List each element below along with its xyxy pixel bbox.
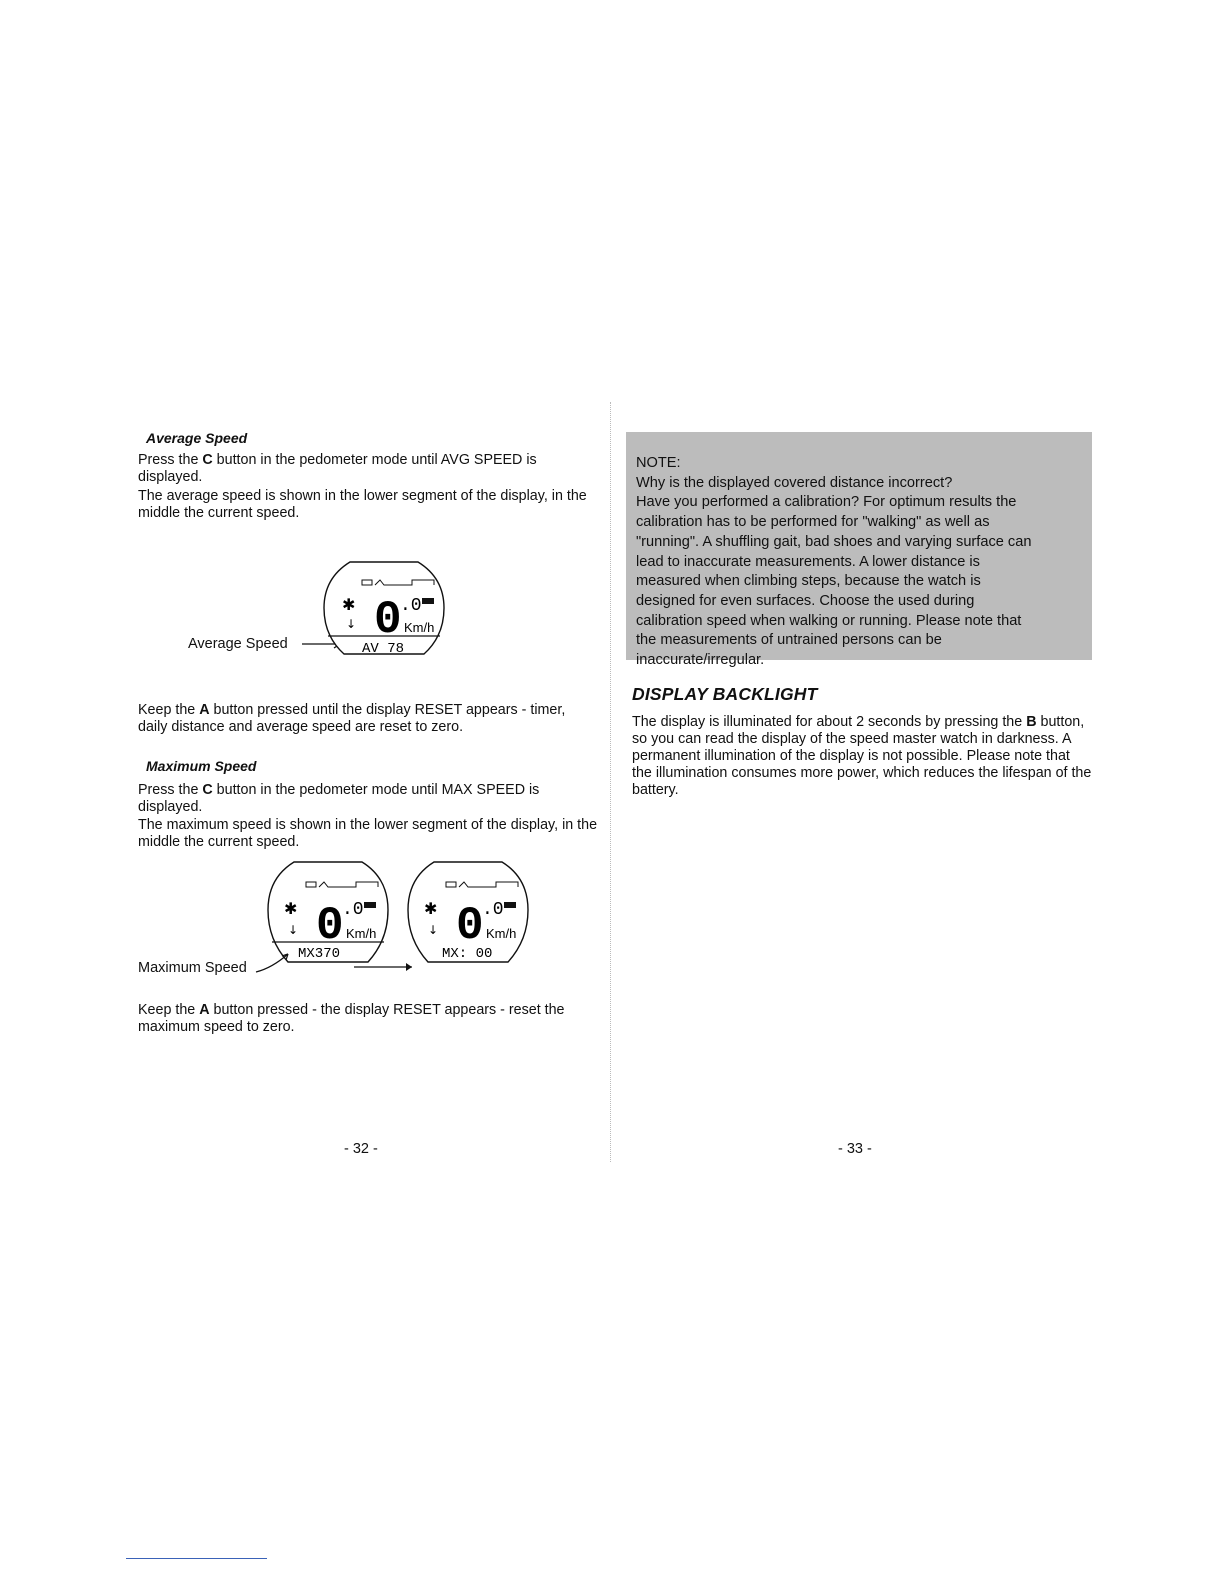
svg-text:Km/h: Km/h	[486, 926, 517, 941]
svg-text:0: 0	[374, 594, 402, 646]
svg-text:✱: ✱	[424, 899, 438, 918]
avg-speed-instruction: Press the C button in the pedometer mode until AVG SPEED is displayed.	[138, 452, 537, 486]
note-line: measured when climbing steps, because the watch is	[636, 573, 981, 590]
note-line: calibration has to be performed for "walking" as well as	[636, 514, 990, 531]
reset-max-speed-watch-display	[406, 860, 530, 964]
avg-speed-reset-instruction: Keep the A button pressed until the display RESET appears - timer, daily distance and average speed are reset to zero.	[138, 702, 566, 736]
svg-text:.0: .0	[342, 900, 364, 920]
left-page-number: - 32 -	[344, 1141, 378, 1157]
svg-text:0: 0	[456, 900, 484, 952]
svg-text:.0: .0	[400, 596, 422, 616]
max-speed-instruction: Press the C button in the pedometer mode until MAX SPEED is displayed.	[138, 782, 540, 816]
svg-text:MX370: MX370	[298, 946, 341, 962]
right-page-number: - 33 -	[838, 1141, 872, 1157]
note-line: lead to inaccurate measurements. A lower distance is	[636, 553, 980, 570]
note-box	[626, 432, 1092, 669]
page-divider	[610, 402, 611, 1162]
note-line: NOTE:	[636, 455, 681, 471]
note-line: Have you performed a calibration? For optimum results the	[636, 494, 1017, 511]
svg-text:.0: .0	[482, 900, 504, 920]
svg-text:✱: ✱	[284, 899, 298, 918]
max-speed-reset-instruction: Keep the A button pressed - the display RESET appears - reset the maximum speed to zero.	[138, 1002, 565, 1036]
display-backlight-text: The display is illuminated for about 2 seconds by pressing the B button, so you can read the display of the speed master watch in darkness. A permanent illumination of the display is not possible. Please note that the illumination consumes more power, which reduces the lifespan of the battery.	[632, 714, 1092, 798]
note-line: inaccurate/irregular.	[636, 652, 765, 669]
average-speed-watch-display	[322, 560, 446, 656]
note-line: calibration speed when walking or running. Please note that	[636, 612, 1022, 629]
svg-text:↓: ↓	[288, 923, 299, 937]
footnote-separator	[126, 1558, 267, 1559]
note-line: "running". A shuffling gait, bad shoes and varying surface can	[636, 533, 1032, 550]
maximum-speed-heading: Maximum Speed	[146, 758, 257, 774]
runner-icon: ✱	[342, 595, 356, 614]
svg-text:0: 0	[316, 900, 344, 952]
svg-text:Km/h: Km/h	[346, 926, 377, 941]
average-speed-caption: Average Speed	[188, 636, 288, 652]
svg-text:MX: 00: MX: 00	[442, 946, 493, 962]
maximum-speed-caption: Maximum Speed	[138, 960, 247, 976]
svg-text:AV 78: AV 78	[362, 641, 405, 656]
average-speed-heading: Average Speed	[146, 430, 248, 446]
note-line: designed for even surfaces. Choose the used during	[636, 592, 975, 609]
avg-speed-description: The average speed is shown in the lower segment of the display, in the middle the current speed.	[138, 488, 587, 522]
max-speed-caption-arrow-icon	[254, 948, 294, 976]
svg-text:↓: ↓	[428, 923, 439, 937]
svg-text:Km/h: Km/h	[404, 620, 435, 635]
svg-text:↓: ↓	[346, 617, 357, 631]
max-speed-description: The maximum speed is shown in the lower segment of the display, in the middle the current speed.	[138, 817, 598, 851]
display-backlight-heading: DISPLAY BACKLIGHT	[632, 684, 818, 704]
note-line: the measurements of untrained persons can be	[636, 632, 942, 649]
note-line: Why is the displayed covered distance incorrect?	[636, 474, 953, 491]
